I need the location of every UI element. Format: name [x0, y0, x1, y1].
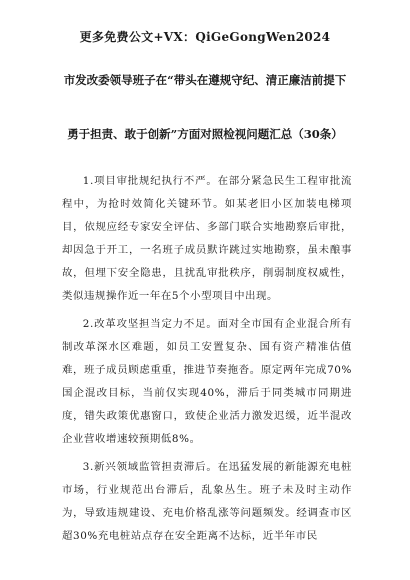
document-title-line-2: 勇于担责、敢于创新”方面对照检视问题汇总（30条） — [67, 127, 343, 141]
header-note: 更多免费公文+VX：QiGeGongWen2024 — [79, 30, 331, 44]
paragraph-1: 1.项目审批规纪执行不严。在部分紧急民生工程审批流程中，为抢时效简化关键环节。如某老旧小区加装电梯项目，依规应经专家安全评估、多部门联合实地勘察后审批，却因急于开工，一名班子成员默许跳过实地勘察，虽未酿事故，但埋下安全隐患，且扰乱审批秩序，削弱制度权威性，类似违规操作近一年在5个小型项目中出现。 — [62, 175, 352, 302]
paragraph-2: 2.改革攻坚担当定力不足。面对全市国有企业混合所有制改革深水区难题，如员工安置复杂、国有资产精准估值难，班子成员顾虑重重，推进节奏拖沓。原定两年完成70%国企混改目标，当前仅实现40%，滞后于同类城市同期进度，错失政策优惠窗口，致使企业活力激发迟缓，近半混改企业营收增速较预期低8%。 — [62, 318, 352, 445]
paragraph-3: 3.新兴领域监管担责滞后。在迅猛发展的新能源充电桩市场，行业规范出台滞后，乱象丛生。班子未及时主动作为，导致违规建设、充电价格乱涨等问题频发。经调查市区超30%充电桩站点存在安全距离不达标，近半年市民 — [62, 461, 352, 542]
document-title-line-1: 市发改委领导班子在“带头在遵规守纪、清正廉洁前提下 — [63, 73, 347, 87]
document-body — [62, 170, 352, 553]
